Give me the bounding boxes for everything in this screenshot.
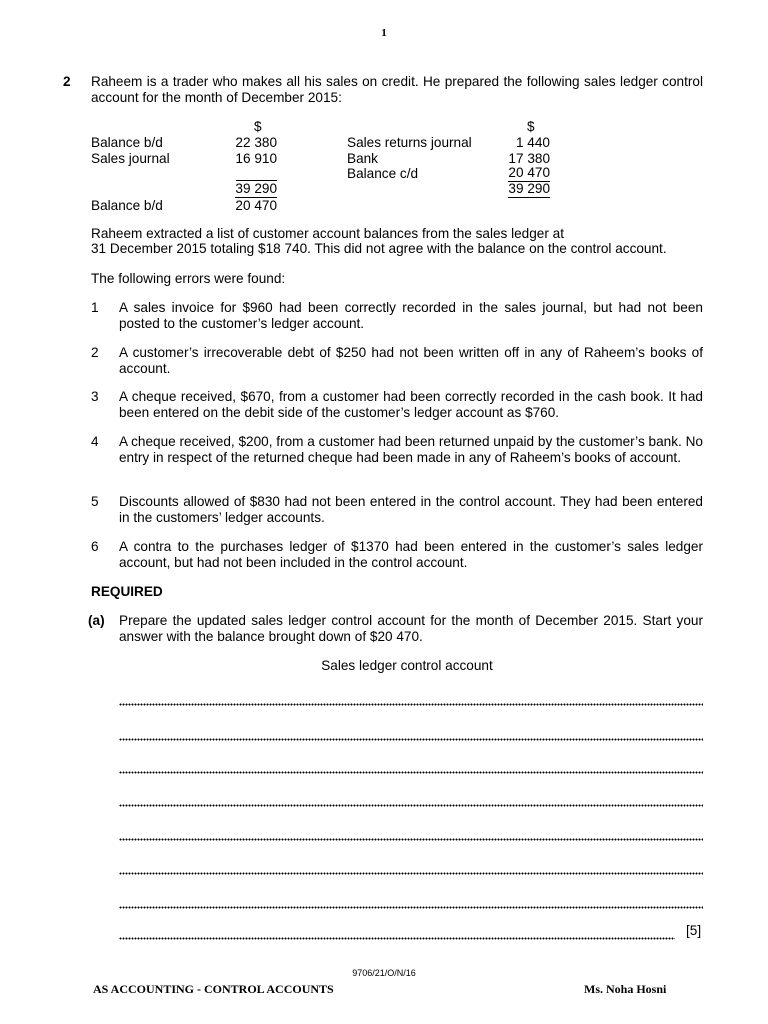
ledger-account-table	[91, 119, 561, 215]
debit-amount: 22 380	[235, 135, 277, 150]
error-text: A cheque received, $670, from a customer had been correctly recorded in the cash book. It had been entered on the debit side of the customer’s ledger account as $760.	[119, 389, 703, 420]
error-text: A contra to the purchases ledger of $1370 had been entered in the customer’s sales ledger account, but had not been included in the control account.	[119, 539, 703, 570]
error-text: A cheque received, $200, from a customer had been returned unpaid by the customer’s bank. No entry in respect of the returned cheque had been made in any of Raheem’s books of account.	[119, 434, 703, 465]
answer-line[interactable]	[119, 906, 703, 909]
error-number: 6	[91, 539, 99, 554]
footer-author: Ms. Noha Hosni	[584, 982, 667, 996]
error-text: A customer’s irrecoverable debt of $250 had not been written off in any of Raheem’s books of account.	[119, 345, 703, 376]
balance-bd-amount: 20 470	[235, 198, 277, 213]
answer-line[interactable]	[119, 771, 703, 774]
debit-label: Sales journal	[91, 151, 170, 166]
extract-line-2: 31 December 2015 totaling $18 740. This did not agree with the balance on the control account.	[91, 241, 667, 256]
debit-label: Balance b/d	[91, 135, 163, 150]
part-a-label: (a)	[88, 613, 105, 628]
answer-line[interactable]	[119, 738, 703, 741]
page-number: 1	[381, 27, 387, 39]
errors-intro: The following errors were found:	[91, 271, 286, 286]
error-number: 3	[91, 389, 99, 404]
footer-paper-code: 9706/21/O/N/16	[352, 968, 416, 978]
currency-header-left: $	[254, 119, 262, 134]
error-number: 2	[91, 345, 99, 360]
debit-amount: 16 910	[235, 151, 277, 166]
credit-amount: 1 440	[515, 135, 550, 150]
credit-amount: 17 380	[508, 151, 550, 166]
account-title: Sales ledger control account	[321, 658, 493, 673]
required-heading: REQUIRED	[91, 584, 163, 599]
credit-label: Sales returns journal	[347, 135, 472, 150]
question-number: 2	[63, 74, 71, 89]
answer-line[interactable]	[119, 937, 675, 940]
marks-allocation: [5]	[686, 923, 702, 938]
part-a-text: Prepare the updated sales ledger control account for the month of December 2015. Start your answer with the balance brought down of $20 470.	[119, 613, 703, 644]
credit-label: Bank	[347, 151, 378, 166]
footer-course-title: AS ACCOUNTING - CONTROL ACCOUNTS	[93, 982, 334, 996]
error-number: 1	[91, 300, 99, 315]
currency-header-right: $	[527, 119, 535, 134]
total-left: 39 290	[235, 181, 277, 196]
answer-line[interactable]	[119, 838, 703, 841]
error-text: Discounts allowed of $830 had not been entered in the control account. They had been entered in the customers’ ledger accounts.	[119, 494, 703, 525]
total-right: 39 290	[508, 181, 550, 196]
error-text: A sales invoice for $960 had been correctly recorded in the sales journal, but had not been posted to the customer’s ledger account.	[119, 300, 703, 331]
balance-bd-label: Balance b/d	[91, 198, 163, 213]
subtotal-rule-left	[236, 166, 277, 181]
error-number: 5	[91, 494, 99, 509]
credit-amount: 20 470	[508, 165, 550, 180]
answer-line[interactable]	[119, 872, 703, 875]
extract-line-1: Raheem extracted a list of customer account balances from the sales ledger at	[91, 226, 565, 241]
answer-line[interactable]	[119, 804, 703, 807]
question-intro: Raheem is a trader who makes all his sales on credit. He prepared the following sales ledger control account for the month of December 2015:	[91, 74, 703, 105]
answer-line[interactable]	[119, 703, 703, 706]
error-number: 4	[91, 434, 99, 449]
credit-label: Balance c/d	[347, 166, 419, 181]
